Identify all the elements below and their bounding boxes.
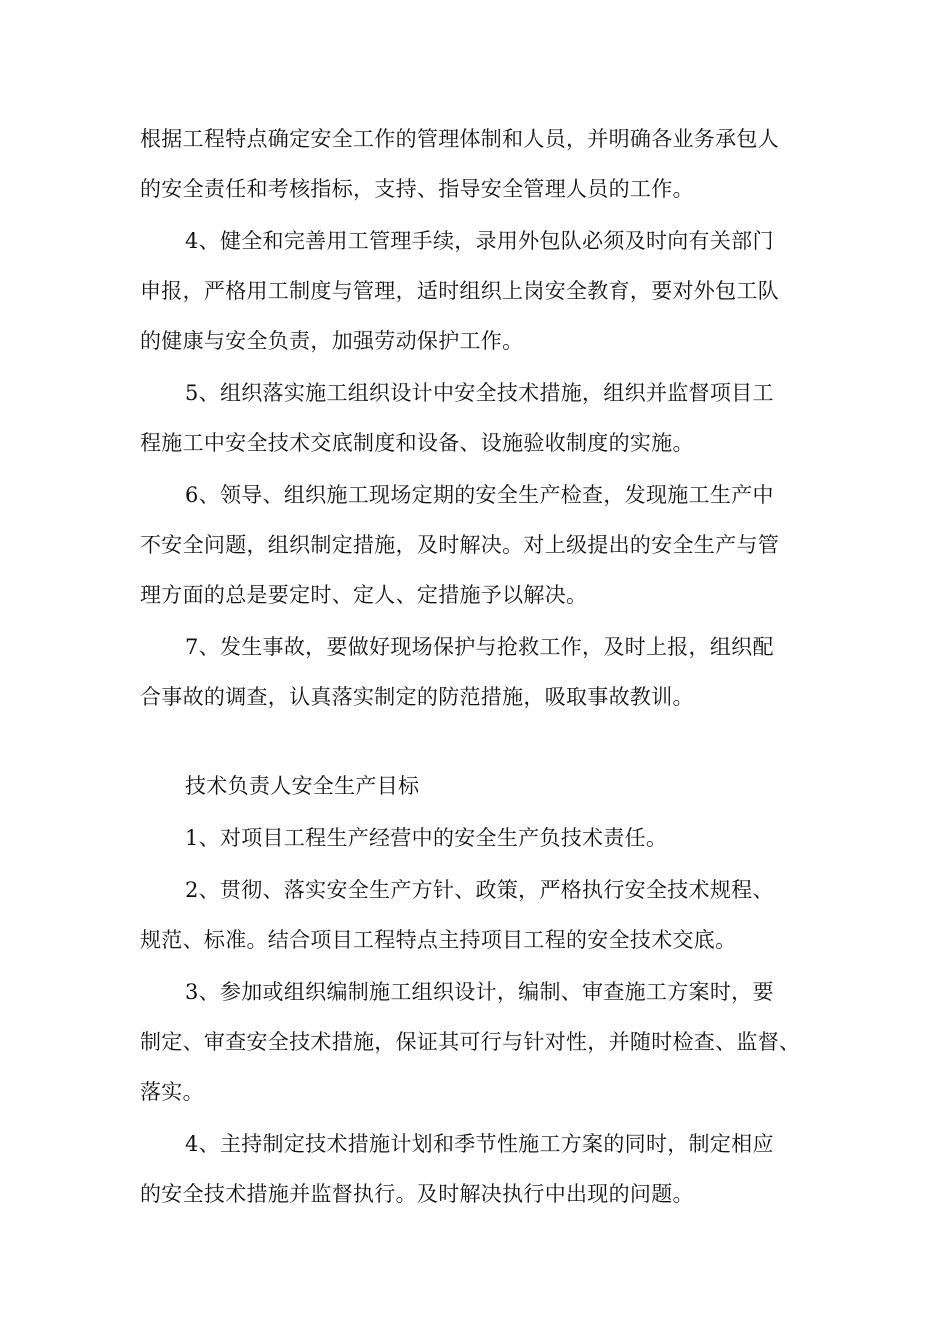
text-line: 不安全问题，组织制定措施，及时解决。对上级提出的安全生产与管 (140, 533, 779, 557)
text-line: 落实。 (140, 1080, 204, 1104)
section-heading: 技术负责人安全生产目标 (185, 774, 420, 798)
text-line: 5、组织落实施工组织设计中安全技术措施，组织并监督项目工 (185, 381, 774, 405)
text-line: 程施工中安全技术交底制度和设备、设施验收制度的实施。 (140, 431, 694, 455)
text-line: 1、对项目工程生产经营中的安全生产负技术责任。 (185, 826, 668, 850)
text-line: 的健康与安全负责，加强劳动保护工作。 (140, 329, 524, 353)
text-line: 7、发生事故，要做好现场保护与抢救工作，及时上报，组织配 (185, 635, 774, 659)
text-line: 合事故的调查，认真落实制定的防范措施，吸取事故教训。 (140, 685, 694, 709)
text-line: 申报，严格用工制度与管理，适时组织上岗安全教育，要对外包工队 (140, 279, 779, 303)
text-line: 理方面的总是要定时、定人、定措施予以解决。 (140, 583, 588, 607)
text-line: 4、主持制定技术措施计划和季节性施工方案的同时，制定相应 (185, 1132, 774, 1156)
text-line: 的安全责任和考核指标，支持、指导安全管理人员的工作。 (140, 177, 694, 201)
text-line: 2、贯彻、落实安全生产方针、政策，严格执行安全技术规程、 (185, 878, 774, 902)
text-line: 根据工程特点确定安全工作的管理体制和人员，并明确各业务承包人 (140, 127, 779, 151)
text-line: 制定、审查安全技术措施，保证其可行与针对性，并随时检查、监督、 (140, 1030, 801, 1054)
text-line: 规范、标准。结合项目工程特点主持项目工程的安全技术交底。 (140, 928, 737, 952)
text-line: 3、参加或组织编制施工组织设计，编制、审查施工方案时，要 (185, 980, 774, 1004)
text-line: 的安全技术措施并监督执行。及时解决执行中出现的问题。 (140, 1182, 694, 1206)
text-line: 4、健全和完善用工管理手续，录用外包队必须及时向有关部门 (185, 229, 774, 253)
text-line: 6、领导、组织施工现场定期的安全生产检查，发现施工生产中 (185, 483, 774, 507)
